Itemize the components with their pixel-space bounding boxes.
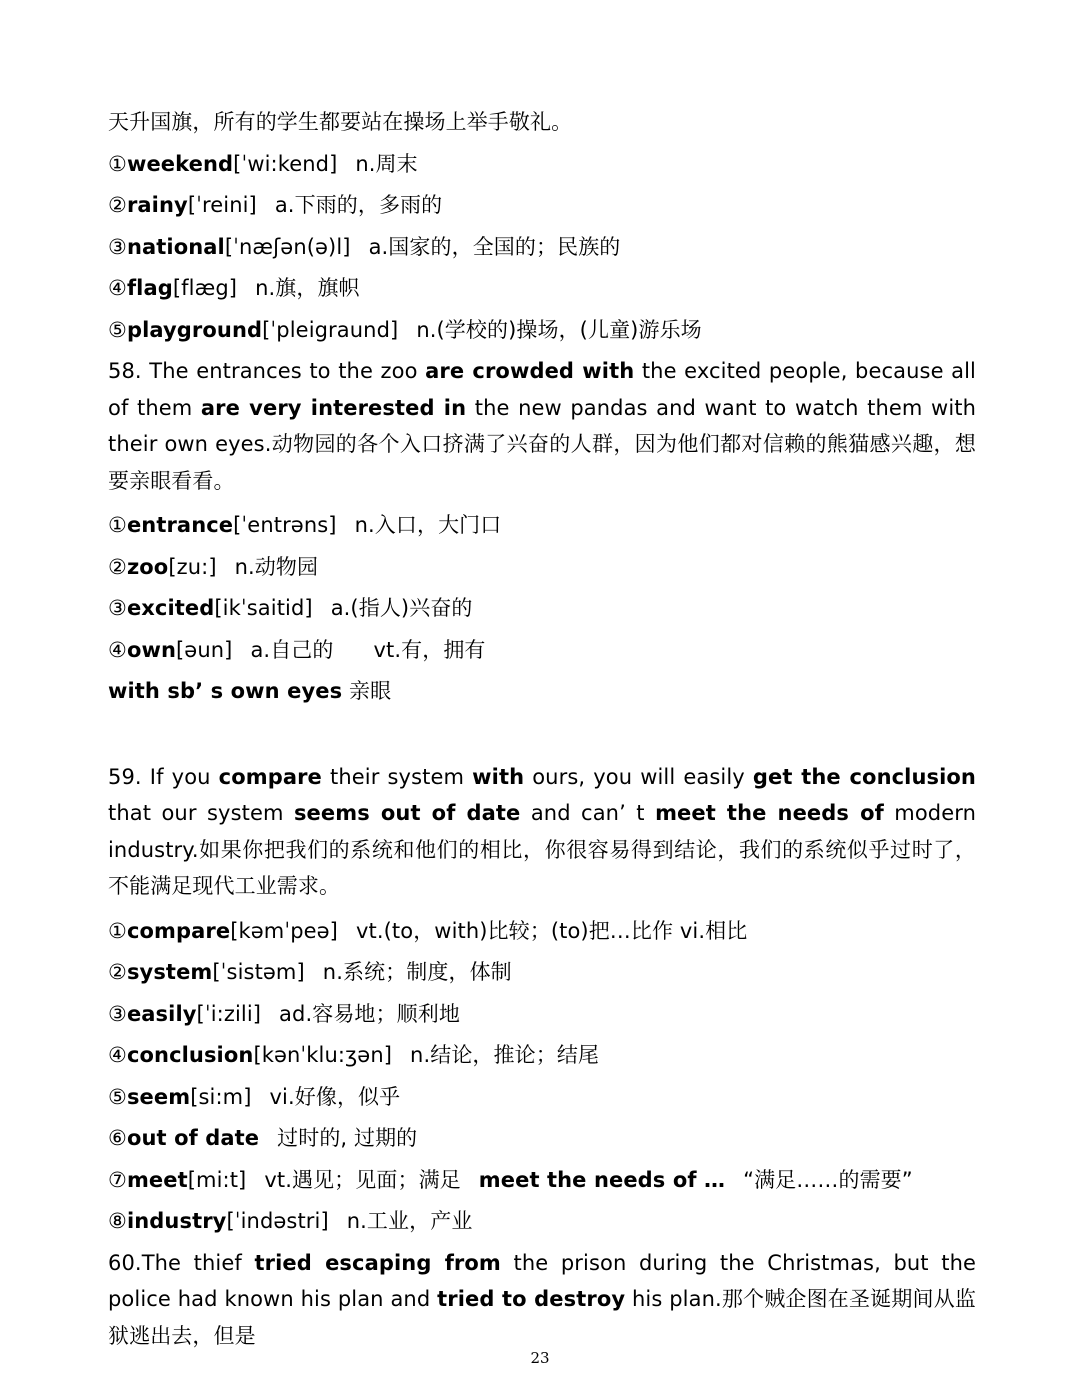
sentence-59-translation: 如果你把我们的系统和他们的相比，你很容易得到结论，我们的系统似乎过时了，不能满足现代工业需求。 <box>108 837 976 898</box>
vocab-item: ⑦meet[mi:t] vt.遇见；见面；满足 meet the needs of … “满足……的需要” <box>108 1167 913 1192</box>
vocab-item: ③easily[ˈi:zili] ad.容易地；顺利地 <box>108 1001 460 1026</box>
vocab-item: ②rainy[ˈreini] a.下雨的，多雨的 <box>108 193 443 217</box>
phrase-item: with sb’ s own eyes 亲眼 <box>108 679 392 703</box>
vocab-item: ④own[əun] a.自己的 vt.有，拥有 <box>108 637 486 662</box>
vocab-item: ④conclusion[kənˈklu:ʒən] n.结论，推论；结尾 <box>108 1043 600 1067</box>
vocab-item: ②system[ˈsistəm] n.系统；制度，体制 <box>108 960 512 984</box>
sentence-60: 60.The thief tried escaping from the prison during the Christmas, but the police had known his plan and tried to destroy his plan.那个贼企图在圣诞期间从监狱逃出去，但是 <box>108 1250 977 1348</box>
vocab-list-57 <box>108 146 976 354</box>
vocab-item: ①weekend[ˈwi:kend] n.周末 <box>108 151 418 176</box>
vocab-item: ③national[ˈnæʃən(ə)l] a.国家的，全国的；民族的 <box>108 234 621 259</box>
document-page <box>108 104 976 1362</box>
vocab-item: ①entrance[ˈentrəns] n.入口，大门口 <box>108 513 502 537</box>
vocab-list-58 <box>108 507 976 715</box>
vocab-item: ④flag[flæg] n.旗，旗帜 <box>108 276 360 300</box>
vocab-list-59 <box>108 913 976 1245</box>
vocab-item: ⑥out of date 过时的, 过期的 <box>108 1126 418 1150</box>
vocab-item: ⑧industry[ˈindəstri] n.工业，产业 <box>108 1209 473 1233</box>
vocab-item: ③excited[ikˈsaitid] a.(指人)兴奋的 <box>108 596 473 620</box>
sentence-59: 59. If you compare their system with ours, you will easily get the conclusion that our system seems out of date and can’ t meet the needs of modern industry.如果你把我们的系统和他们的相比，你很容易得到结论，我们的系统似乎过时了，不能满足现代工业需求。 <box>108 764 977 898</box>
vocab-item: ②zoo[zu:] n.动物园 <box>108 554 319 579</box>
sentence-60-translation: 那个贼企图在圣诞期间从监狱逃出去，但是 <box>108 1287 976 1348</box>
vocab-item: ⑤seem[si:m] vi.好像，似乎 <box>108 1084 401 1109</box>
page-number: 23 <box>530 1349 550 1367</box>
intro-line: 天升国旗，所有的学生都要站在操场上举手敬礼。 <box>108 110 573 134</box>
vocab-item: ①compare[kəmˈpeə] vt.(to，with)比较；(to)把…比作 vi.相比 <box>108 918 748 943</box>
sentence-58: 58. The entrances to the zoo are crowded with the excited people, because all of them are very interested in the new pandas and want to watch them with their own eyes.动物园的各个入口挤满了兴奋的人群，因为他们都对信赖的熊猫感兴趣，想要亲眼看看。 <box>108 359 977 493</box>
sentence-58-translation: 动物园的各个入口挤满了兴奋的人群，因为他们都对信赖的熊猫感兴趣，想要亲眼看看。 <box>108 432 977 493</box>
vocab-item: ⑤playground[ˈpleigraund] n.(学校的)操场，(儿童)游乐场 <box>108 317 702 342</box>
